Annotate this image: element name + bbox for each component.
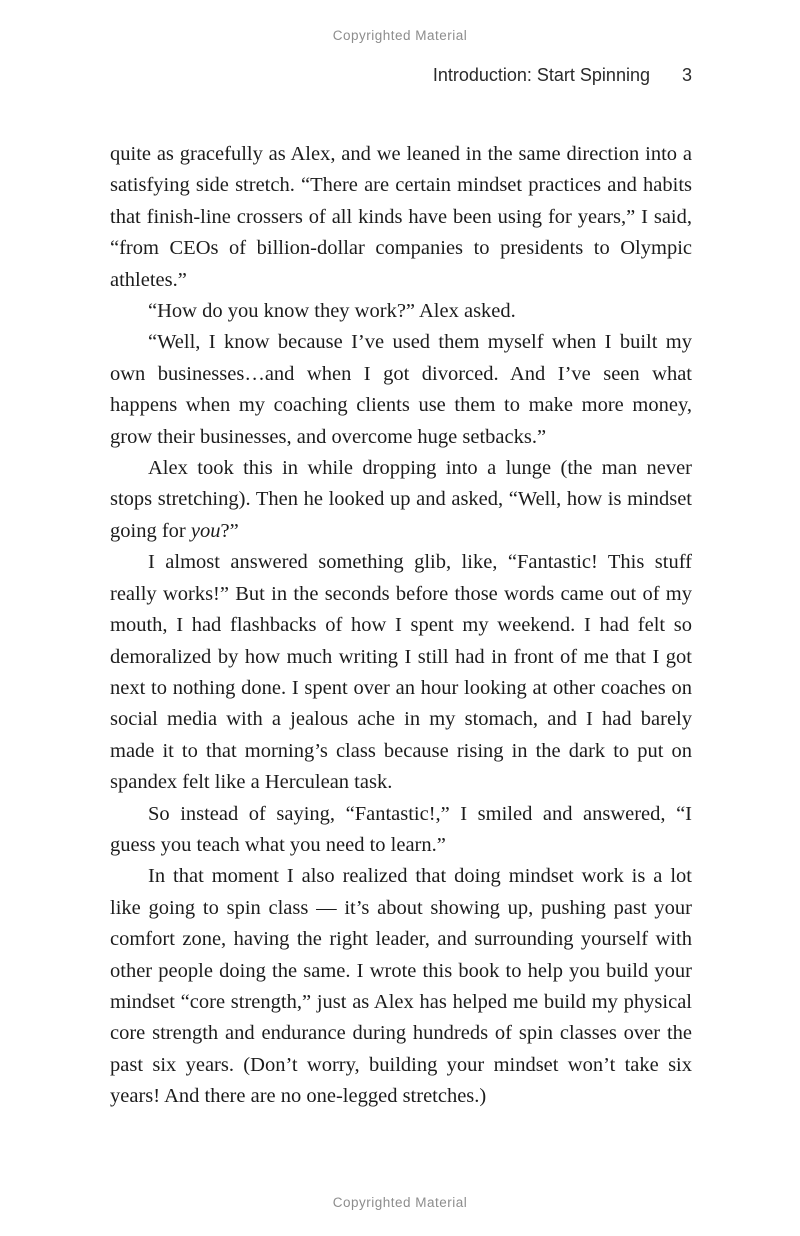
chapter-title: Introduction: Start Spinning [432,65,650,85]
paragraph: quite as gracefully as Alex, and we leaned in the same direction into a satisfying side stretch. “There are certain mindset practices and habits that finish-line crossers of all kinds have been using for years,” I said, “from CEOs of billion-dollar companies to presidents to Olympic athletes.” [110,143,692,291]
copyright-notice-top: Copyrighted Material [332,28,468,43]
paragraph: “How do you know they work?” Alex asked. [148,300,516,323]
body-text [110,139,692,1113]
paragraph: So instead of saying, “Fantastic!,” I smiled and answered, “I guess you teach what you need to learn.” [110,802,692,856]
copyright-notice-bottom: Copyrighted Material [332,1195,468,1210]
running-head [110,65,692,86]
paragraph: In that moment I also realized that doing mindset work is a lot like going to spin class — it’s about showing up, pushing past your comfort zone, having the right leader, and surrounding yourself with other people doing the same. I wrote this book to help you build your mindset “core strength,” just as Alex has helped me build my physical core strength and endurance during hundreds of spin classes over the past six years. (Don’t worry, building your mindset won’t take six years! And there are no one-legged stretches.) [110,865,692,1108]
page-number: 3 [681,65,692,85]
paragraph-text: Alex took this in while dropping into a lunge (the man never stops stretching). Then he looked up and asked, “Well, how is mindset going for [110,457,692,542]
paragraph-text: ?” [220,519,239,542]
emphasized-word: you [190,519,221,542]
paragraph: I almost answered something glib, like, “Fantastic! This stuff really works!” But in the seconds before those words came out of my mouth, I had flashbacks of how I spent my weekend. I had felt so demoralized by how much writing I still had in front of me that I got next to nothing done. I spent over an hour looking at other coaches on social media with a jealous ache in my stomach, and I had barely made it to that morning’s class because rising in the dark to put on spandex felt like a Herculean task. [110,551,692,794]
paragraph [110,453,692,547]
paragraph: “Well, I know because I’ve used them myself when I built my own businesses…and when I got divorced. And I’ve seen what happens when my coaching clients use them to make more money, grow their businesses, and overcome huge setbacks.” [110,331,692,448]
